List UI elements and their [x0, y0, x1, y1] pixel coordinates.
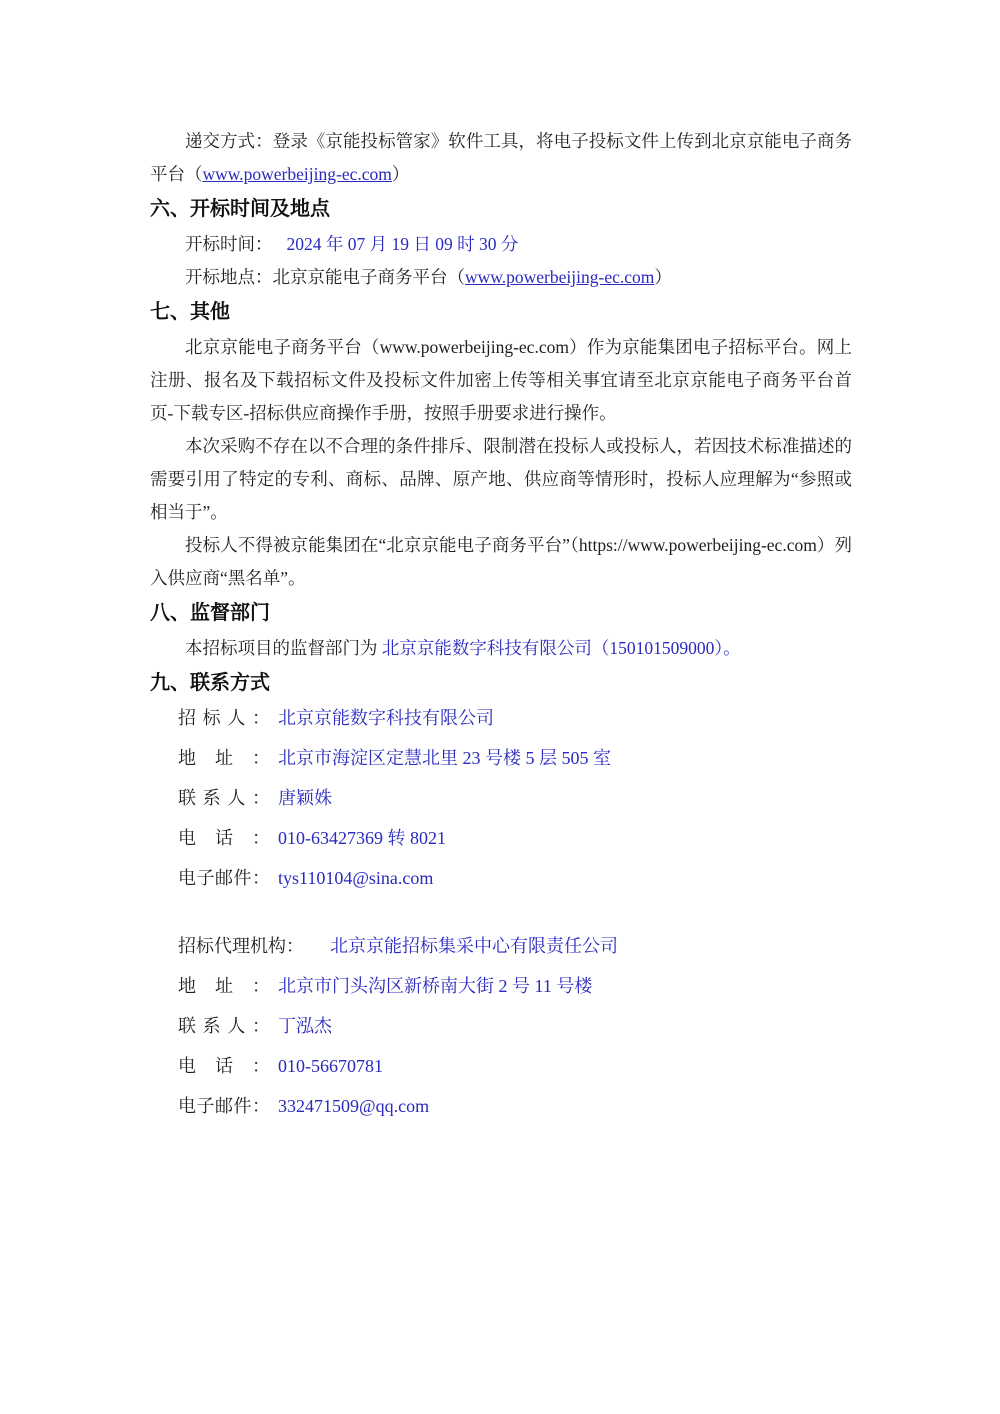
bid-opening-time-value: 2024 年 07 月 19 日 09 时 30 分: [286, 234, 519, 254]
agency-contact-person-value: 丁泓杰: [278, 1016, 332, 1036]
paragraph-blacklist: 投标人不得被京能集团在“北京京能电子商务平台”（https://www.powerbeijing-ec.com）列入供应商“黑名单”。: [150, 535, 852, 588]
tenderer-phone-row: [178, 828, 852, 848]
agency-phone-row: [178, 1056, 852, 1076]
bid-opening-time-label: 开标时间：: [185, 234, 273, 254]
tenderer-contact-block: [150, 708, 852, 888]
tenderer-email-label: 电子邮件：: [178, 868, 270, 888]
supervision-prefix-text: 本招标项目的监督部门为: [185, 638, 382, 658]
agency-address-row: [178, 976, 852, 996]
submission-method-suffix: ）: [391, 164, 410, 184]
agency-contact-person-label: 联系人：: [178, 1016, 270, 1036]
section-9-heading: 九、联系方式: [150, 672, 270, 694]
tenderer-name-value: 北京京能数字科技有限公司: [278, 708, 494, 728]
section-7-heading: 七、其他: [150, 301, 230, 323]
tenderer-name-row: [178, 708, 852, 728]
submission-method-text: 递交方式：登录《京能投标管家》软件工具，将电子投标文件上传到北京京能电子商务平台（: [150, 131, 852, 184]
bid-opening-place-line: [150, 261, 852, 294]
tenderer-contact-person-value: 唐颖姝: [278, 788, 332, 808]
tenderer-contact-person-label: 联系人：: [178, 788, 270, 808]
paragraph-fair-competition: 本次采购不存在以不合理的条件排斥、限制潜在投标人或投标人，若因技术标准描述的需要引用了特定的专利、商标、品牌、原产地、供应商等情形时，投标人应理解为“参照或相当于”。: [150, 436, 852, 522]
tenderer-phone-value: 010-63427369 转 8021: [278, 828, 446, 848]
tenderer-address-label: 地址：: [178, 748, 270, 768]
agency-email-label: 电子邮件：: [178, 1096, 270, 1116]
agency-address-value: 北京市门头沟区新桥南大街 2 号 11 号楼: [278, 976, 593, 996]
supervision-authority-text: 北京京能数字科技有限公司（150101509000）。: [381, 638, 741, 658]
tenderer-address-row: [178, 748, 852, 768]
bid-opening-time-line: [150, 228, 852, 261]
paragraph-submission-method: [150, 125, 852, 191]
tenderer-contact-person-row: [178, 788, 852, 808]
bid-opening-place-url-link[interactable]: www.powerbeijing-ec.com: [465, 267, 655, 287]
bid-opening-place-label: 开标地点：北京京能电子商务平台（: [185, 267, 465, 287]
tenderer-phone-label: 电话：: [178, 828, 270, 848]
tenderer-email-value: tys110104@sina.com: [278, 868, 434, 888]
agency-email-row: [178, 1096, 852, 1116]
platform-url-link[interactable]: www.powerbeijing-ec.com: [202, 164, 392, 184]
bid-opening-place-suffix: ）: [654, 267, 672, 287]
agency-phone-label: 电话：: [178, 1056, 270, 1076]
section-8-heading: 八、监督部门: [150, 602, 270, 624]
paragraph-supervision: [150, 632, 852, 665]
agency-email-value: 332471509@qq.com: [278, 1096, 430, 1116]
agency-phone-value: 010-56670781: [278, 1056, 383, 1076]
tenderer-email-row: [178, 868, 852, 888]
agency-name-label: 招标代理机构：: [178, 936, 304, 956]
tenderer-name-label: 招标人：: [178, 708, 270, 728]
agency-contact-person-row: [178, 1016, 852, 1036]
agency-address-label: 地址：: [178, 976, 270, 996]
section-6-heading: 六、开标时间及地点: [150, 198, 330, 220]
agency-name-row: [178, 936, 852, 956]
paragraph-platform-info: 北京京能电子商务平台（www.powerbeijing-ec.com）作为京能集团电子招标平台。网上注册、报名及下载招标文件及投标文件加密上传等相关事宜请至北京京能电子商务平台首页-下载专区-招标供应商操作手册，按照手册要求进行操作。: [150, 337, 852, 423]
agency-contact-block: [150, 936, 852, 1116]
tenderer-address-value: 北京市海淀区定慧北里 23 号楼 5 层 505 室: [278, 748, 611, 768]
agency-name-value: 北京京能招标集采中心有限责任公司: [330, 936, 618, 956]
